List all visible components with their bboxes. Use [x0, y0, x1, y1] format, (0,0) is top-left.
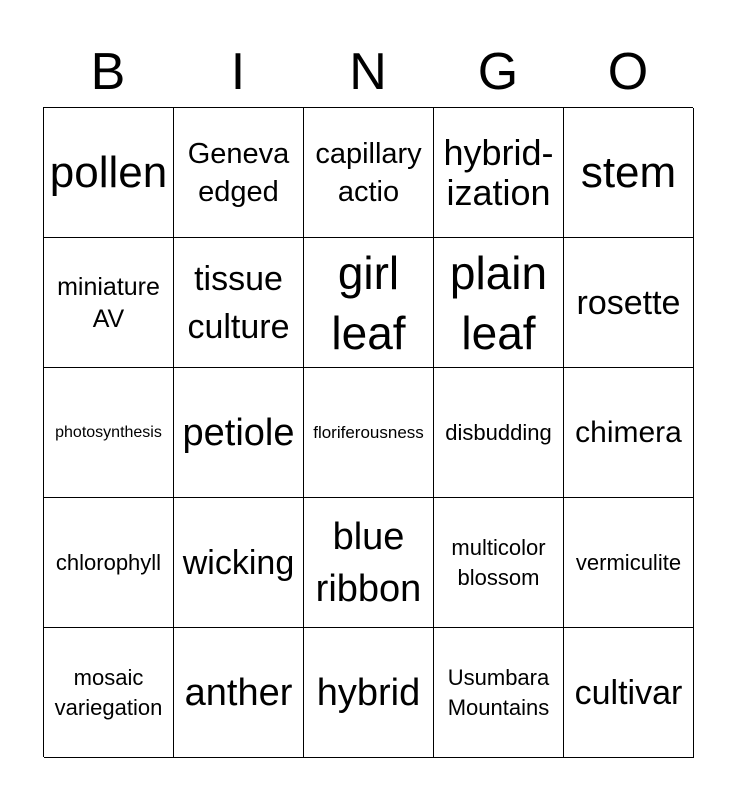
cell-text: petiole	[182, 411, 295, 454]
bingo-cell-r5-c3[interactable]	[304, 628, 434, 758]
bingo-cell-r3-c5[interactable]	[564, 368, 694, 498]
cell-text: anther	[184, 671, 293, 714]
bingo-cell-r3-c4[interactable]	[434, 368, 564, 498]
cell-text: tissue culture	[187, 259, 290, 346]
header-letter-g: G	[477, 43, 519, 101]
bingo-cell-r2-c2[interactable]	[174, 238, 304, 368]
bingo-cell-r5-c2[interactable]	[174, 628, 304, 758]
bingo-cell-r1-c1[interactable]	[44, 108, 174, 238]
cell-text: disbudding	[445, 419, 552, 445]
bingo-cell-r5-c1[interactable]	[44, 628, 174, 758]
bingo-cell-r2-c5[interactable]	[564, 238, 694, 368]
bingo-cell-r2-c3[interactable]	[304, 238, 434, 368]
bingo-cell-r4-c1[interactable]	[44, 498, 174, 628]
bingo-cell-r4-c4[interactable]	[434, 498, 564, 628]
bingo-cell-r1-c4[interactable]	[434, 108, 564, 238]
header-letter-i: I	[230, 43, 246, 101]
cell-text: wicking	[182, 543, 295, 582]
cell-text: capillary actio	[315, 137, 422, 208]
bingo-cell-r4-c3[interactable]	[304, 498, 434, 628]
cell-text: chimera	[575, 415, 682, 449]
cell-text: Geneva edged	[187, 137, 290, 208]
cell-text: plain leaf	[449, 246, 548, 359]
cell-text: miniature AV	[57, 272, 160, 333]
cell-text: mosaic variegation	[54, 664, 163, 720]
cell-text: multicolor blossom	[451, 534, 546, 590]
bingo-cell-r1-c5[interactable]	[564, 108, 694, 238]
header-letter-b: B	[90, 43, 126, 101]
bingo-header	[43, 36, 693, 108]
bingo-cell-r3-c1[interactable]	[44, 368, 174, 498]
header-letter-n: N	[349, 43, 387, 101]
cell-text: blue ribbon	[315, 515, 422, 610]
bingo-cell-r2-c1[interactable]	[44, 238, 174, 368]
bingo-cell-r1-c2[interactable]	[174, 108, 304, 238]
cell-text: cultivar	[574, 673, 683, 712]
bingo-cell-r4-c2[interactable]	[174, 498, 304, 628]
cell-text: girl leaf	[331, 246, 406, 359]
cell-text: hybrid- ization	[443, 131, 554, 213]
bingo-cell-r3-c3[interactable]	[304, 368, 434, 498]
bingo-cell-r2-c4[interactable]	[434, 238, 564, 368]
cell-text: pollen	[49, 147, 168, 197]
header-letter-o: O	[607, 43, 649, 101]
cell-text: Usumbara Mountains	[447, 664, 550, 720]
cell-text: hybrid	[316, 671, 421, 714]
bingo-cell-r5-c5[interactable]	[564, 628, 694, 758]
cell-text: vermiculite	[575, 549, 682, 575]
bingo-cell-r4-c5[interactable]	[564, 498, 694, 628]
bingo-board	[43, 107, 693, 757]
cell-text: chlorophyll	[55, 549, 162, 575]
cell-text: photosynthesis	[55, 423, 162, 441]
cell-text: rosette	[576, 283, 681, 322]
bingo-cell-r5-c4[interactable]	[434, 628, 564, 758]
cell-text: stem	[580, 147, 677, 197]
bingo-cell-r1-c3[interactable]	[304, 108, 434, 238]
bingo-cell-r3-c2[interactable]	[174, 368, 304, 498]
cell-text: floriferousness	[313, 422, 424, 442]
